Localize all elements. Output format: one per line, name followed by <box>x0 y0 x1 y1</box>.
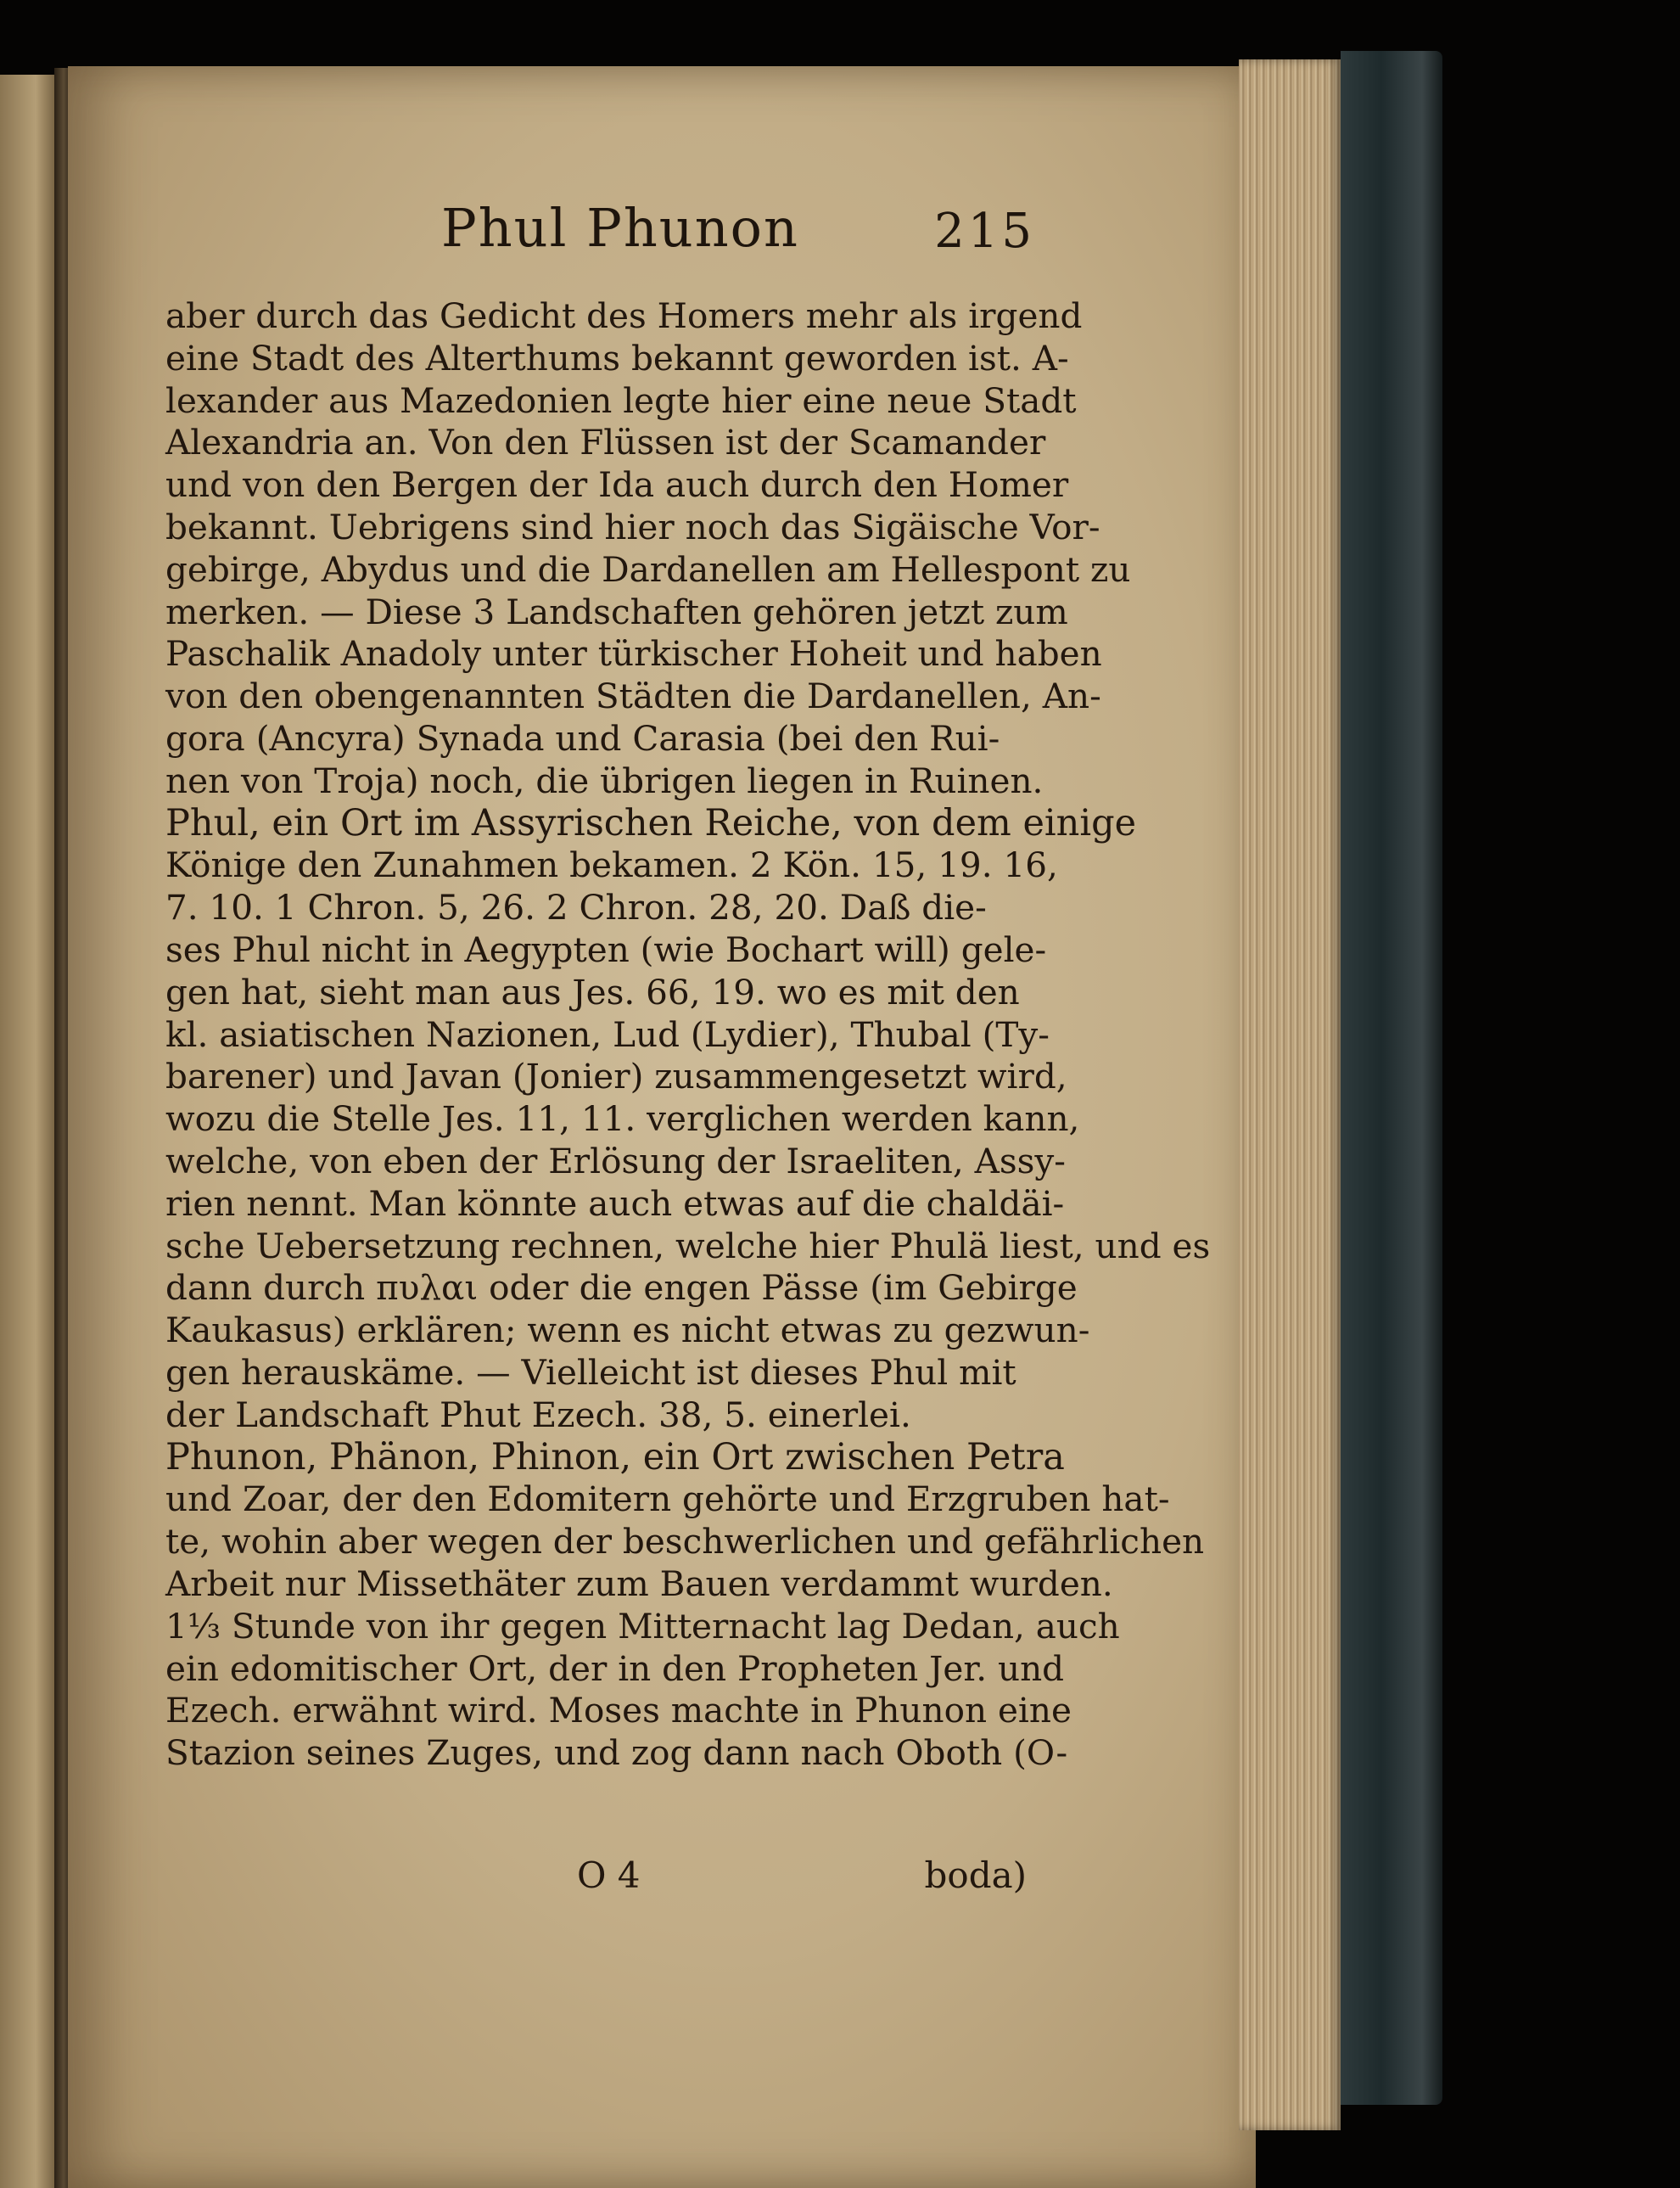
text-line: gora (Ancyra) Synada und Carasia (bei den Rui- <box>165 717 1000 759</box>
running-header <box>373 197 1035 265</box>
catchword: boda) <box>924 1854 1027 1896</box>
text-line: rien nennt. Man könnte auch etwas auf die chaldäi- <box>165 1182 1065 1224</box>
page-footer <box>577 1854 1027 1902</box>
page-number: 215 <box>934 204 1035 259</box>
text-line: ses Phul nicht in Aegypten (wie Bochart will) gele- <box>165 928 1047 970</box>
text-line: lexander aus Mazedonien legte hier eine neue Stadt <box>165 379 1077 421</box>
book-cover <box>1341 51 1442 2105</box>
text-line: sche Uebersetzung rechnen, welche hier Phulä liest, und es <box>165 1225 1211 1266</box>
text-line: und Zoar, der den Edomitern gehörte und Erzgruben hat- <box>165 1478 1170 1520</box>
text-line: gen hat, sieht man aus Jes. 66, 19. wo es mit den <box>165 971 1020 1013</box>
text-line: und von den Bergen der Ida auch durch den Homer <box>165 464 1069 506</box>
text-line: Könige den Zunahmen bekamen. 2 Kön. 15, 19. 16, <box>165 844 1058 886</box>
text-line: 7. 10. 1 Chron. 5, 26. 2 Chron. 28, 20. Daß die- <box>165 887 987 928</box>
text-line: Ezech. erwähnt wird. Moses machte in Phunon eine <box>165 1690 1072 1731</box>
text-line: kl. asiatischen Nazionen, Lud (Lydier), Thubal (Ty- <box>165 1013 1050 1055</box>
text-line: merken. — Diese 3 Landschaften gehören jetzt zum <box>165 591 1068 632</box>
text-line: te, wohin aber wegen der beschwerlichen und gefährlichen <box>165 1521 1205 1562</box>
running-title: Phul Phunon <box>441 197 799 259</box>
text-line: ein edomitischer Ort, der in den Propheten Jer. und <box>165 1647 1065 1689</box>
text-line: Arbeit nur Missethäter zum Bauen verdammt wurden. <box>165 1562 1113 1604</box>
text-line: Stazion seines Zuges, und zog dann nach Oboth (O- <box>165 1732 1068 1774</box>
text-line: 1⅓ Stunde von ihr gegen Mitternacht lag Dedan, auch <box>165 1605 1120 1647</box>
text-line: Paschalik Anadoly unter türkischer Hoheit und haben <box>165 633 1102 675</box>
text-line: wozu die Stelle Jes. 11, 11. verglichen werden kann, <box>165 1098 1080 1140</box>
text-line: eine Stadt des Alterthums bekannt geworden ist. A- <box>165 337 1069 379</box>
signature-mark: O 4 <box>577 1854 641 1896</box>
text-line: barener) und Javan (Jonier) zusammengesetzt wird, <box>165 1056 1067 1097</box>
text-line: der Landschaft Phut Ezech. 38, 5. einerlei. <box>165 1394 911 1435</box>
text-line: welche, von eben der Erlösung der Israeliten, Assy- <box>165 1140 1066 1181</box>
left-page-edge <box>0 75 59 2188</box>
entry-phunon-line: Phunon, Phänon, Phinon, ein Ort zwischen Petra <box>165 1435 1065 1478</box>
text-line: aber durch das Gedicht des Homers mehr als irgend <box>165 295 1083 336</box>
text-line: von den obengenannten Städten die Dardanellen, An- <box>165 676 1101 717</box>
text-line: Alexandria an. Von den Flüssen ist der Scamander <box>165 422 1046 463</box>
page-block-edges <box>1239 59 1341 2130</box>
text-line: nen von Troja) noch, die übrigen liegen in Ruinen. <box>165 760 1044 801</box>
text-line: Kaukasus) erklären; wenn es nicht etwas zu gezwun- <box>165 1310 1090 1351</box>
body-text <box>165 295 1211 1775</box>
entry-phul-line: Phul, ein Ort im Assyrischen Reiche, von dem einige <box>165 801 1137 844</box>
text-line: dann durch πυλαι oder die engen Pässe (im Gebirge <box>165 1267 1078 1309</box>
text-line: gen herauskäme. — Vielleicht ist dieses Phul mit <box>165 1351 1016 1393</box>
text-line: gebirge, Abydus und die Dardanellen am Hellespont zu <box>165 548 1131 590</box>
text-line: bekannt. Uebrigens sind hier noch das Sigäische Vor- <box>165 506 1100 547</box>
